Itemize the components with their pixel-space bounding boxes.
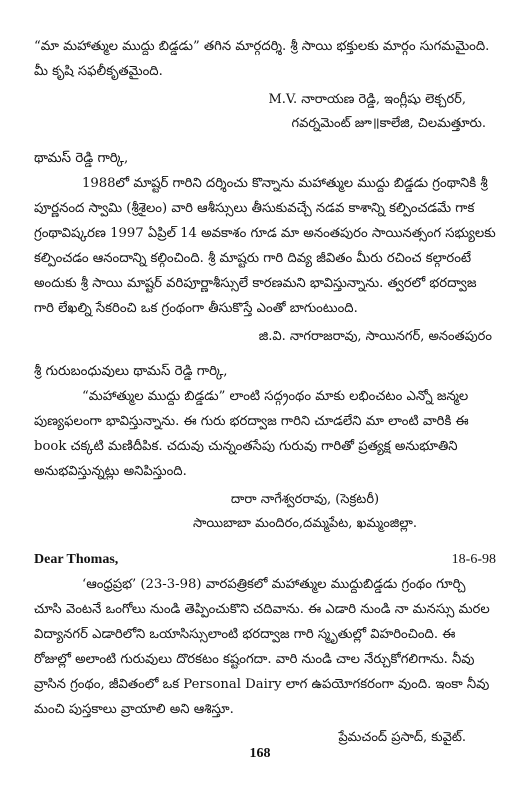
signature-line: జి.వి. నాగరాజరావు, సాయినగర్, అనంతపురం (258, 329, 492, 344)
signature-line: గవర్నమెంట్ జూ॥కాలేజి, చిలమత్తూరు. (291, 116, 486, 131)
signature-line: దారా నాగేశ్వరరావు, (సెక్రటరీ) (230, 492, 380, 507)
letter-dara-nageswara-rao (34, 359, 496, 536)
letter-nagaraja-rao (34, 146, 496, 349)
letter-premchand-prasad (34, 548, 496, 750)
letter-greeting: Dear Thomas, (34, 552, 119, 567)
letter-greeting: శ్రీ గురుబంధువులు థామస్ రెడ్డి గార్కి, (34, 364, 228, 379)
signature-line: M.V. నారాయణ రెడ్డి, ఇంగ్లీషు లెక్చరర్, (268, 92, 466, 107)
letter-header-row (34, 548, 496, 572)
letter-body: “మహాత్ముల ముద్దు బిడ్డడు” లాంటి సద్గ్రంథం మాకు లభించటం ఎన్నో జన్మల పుణ్యఫలంగా భావిస్తున్నాను. ఈ గురు భరద్వాజ గారిని చూడలేని మా లాంటి వారికి ఈ book చక్కటి మణిదీపిక. చదువు చున్నంతసేపు గురువు గారితో ప్రత్యక్ష అనుభూతిని అనుభవిస్తున్నట్లు అనిపిస్తుంది. (34, 389, 469, 479)
letter-greeting: థామస్ రెడ్డి గార్కి, (34, 151, 129, 166)
letter-body: ‘ఆంధ్రప్రభ’ (23-3-98) వారపత్రికలో మహాత్ముల ముద్దుబిడ్డడు గ్రంథం గూర్చి చూసి వెంటనే ఒంగోలు నుండి తెప్పించుకొని చదివాను. ఈ ఎడారి నుండి నా మనస్సు మరల విద్యానగర్ ఎడారిలోని ఒయాసిస్సులాంటి భరద్వాజ గారి స్మృతుల్లో విహరించింది. ఈ రోజుల్లో అలాంటి గురువులు దొరకటం కష్టంగదా. వారి నుండి చాల నేర్చుకోగలిగాను. నీవు వ్రాసిన గ్రంథం, జీవితంలో ఒక Personal Dairy లాగ ఉపయోగకరంగా వుంది. ఇంకా నీవు మంచి పుస్తకాలు వ్రాయాలి అని ఆశిస్తూ. (34, 577, 490, 717)
signature-line: సాయిబాబా మందిరం,దమ్మపేట, ఖమ్మంజిల్లా. (192, 516, 418, 531)
letter-narayana-reddy (34, 34, 496, 136)
letter-body: “మా మహాత్ముల ముద్దు బిడ్డడు” తగిన మార్గదర్శి. శ్రీ సాయి భక్తులకు మార్గం సుగమమైంది. మీ కృషి సఫలీకృతమైంది. (34, 39, 490, 79)
letter-body: 1988లో మాష్టర్ గారిని దర్శించు కొన్నాను మహాత్ముల ముద్దు బిడ్డడు గ్రంథానికి శ్రీ పూర్ణనంద స్వామి (శ్రీశైలం) వారి ఆశీస్సులు తీసుకువచ్చే నడవ కాశాన్ని కల్పించడమే గాక గ్రంథావిష్కరణ 1997 ఏప్రిల్ 14 అవకాశం గూడ మా అనంతపురం సాయినత్సంగ సభ్యులకు కల్పించడం ఆనందాన్ని కల్గించింది. శ్రీ మాష్టరు గారి దివ్య జీవితం మీరు రచించ కల్గారంటే అందుకు శ్రీ సాయి మాష్టర్ వరిపూర్ణాశీస్సులే కారణమని భావిస్తున్నాను. త్వరలో భరద్వాజ గారి లేఖల్ని సేకరించి ఒక గ్రంథంగా తీసుకొస్తే ఎంతో బాగుంటుంది. (34, 176, 496, 316)
signature-line: ప్రేమచంద్ ప్రసాద్, కువైట్. (338, 730, 466, 745)
letter-date: 18-6-98 (451, 552, 496, 567)
page-number: 168 (249, 746, 271, 761)
